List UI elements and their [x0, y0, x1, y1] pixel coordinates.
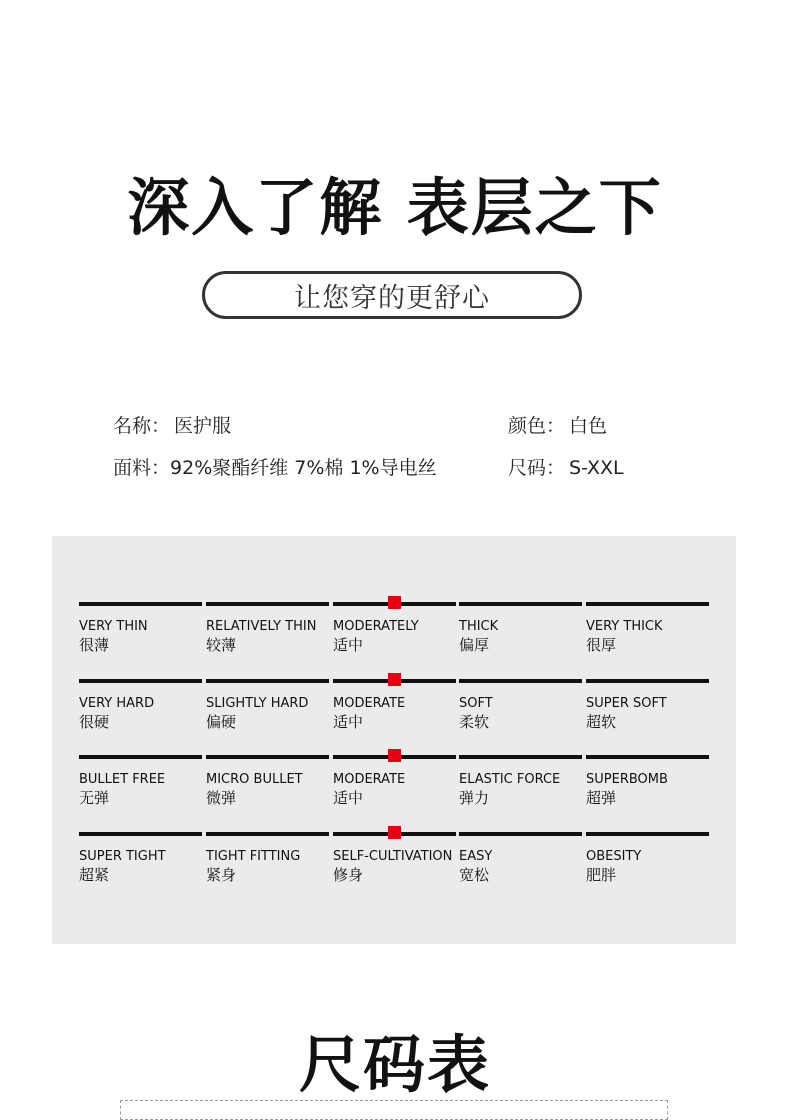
- scale-segment: [459, 679, 582, 683]
- scale-option-cn: 适中: [333, 789, 364, 807]
- scale-option-cn: 偏厚: [459, 636, 490, 654]
- spec-color-value: 白色: [569, 415, 608, 437]
- spec-name: [113, 411, 231, 438]
- scale-segment: [79, 602, 202, 606]
- spec-color-label: 颜色：: [508, 415, 566, 437]
- scale-option: [459, 848, 492, 884]
- scale-segment: [459, 832, 582, 836]
- scale-option-en: SELF-CULTIVATION: [333, 849, 453, 864]
- scale-option-cn: 无弹: [79, 789, 110, 807]
- scale-segment: [586, 602, 709, 606]
- spec-color: [508, 411, 607, 438]
- spec-size: [508, 453, 624, 480]
- scale-option-en: SUPER TIGHT: [79, 849, 166, 864]
- spec-size-label: 尺码：: [508, 457, 566, 479]
- scale-option-cn: 微弹: [206, 789, 237, 807]
- scale-segment: [459, 602, 582, 606]
- scale-option-en: ELASTIC FORCE: [459, 772, 561, 787]
- scale-option-cn: 修身: [333, 866, 364, 884]
- scale-option: [333, 771, 405, 807]
- scale-option: [79, 695, 154, 731]
- scale-option: [333, 848, 452, 884]
- selected-marker: [388, 596, 401, 609]
- scale-option-cn: 宽松: [459, 866, 490, 884]
- attribute-panel: [52, 536, 736, 944]
- scale-option-cn: 肥胖: [586, 866, 617, 884]
- scale-option-cn: 很薄: [79, 636, 110, 654]
- scale-option-en: TIGHT FITTING: [206, 849, 301, 864]
- scale-option-cn: 偏硬: [206, 713, 237, 731]
- scale-option-en: MODERATELY: [333, 619, 419, 634]
- scale-option: [459, 695, 493, 731]
- scale-option: [79, 618, 148, 654]
- scale-option-en: SLIGHTLY HARD: [206, 696, 309, 711]
- scale-option: [79, 771, 165, 807]
- scale-option-cn: 较薄: [206, 636, 237, 654]
- subtitle-text: 让您穿的更舒心: [294, 282, 490, 314]
- scale-segment: [206, 602, 329, 606]
- scale-option-en: EASY: [459, 849, 493, 864]
- scale-option-cn: 适中: [333, 713, 364, 731]
- scale-option: [206, 618, 316, 654]
- scale-option-en: THICK: [459, 619, 499, 634]
- scale-option: [586, 618, 663, 654]
- spec-name-label: 名称：: [113, 415, 171, 437]
- size-table-border: [120, 1100, 668, 1120]
- scale-option: [586, 771, 668, 807]
- scale-segment: [206, 679, 329, 683]
- scale-option-en: VERY THIN: [79, 619, 148, 634]
- scale-row-hardness: [79, 679, 709, 749]
- scale-segment: [79, 832, 202, 836]
- scale-option-en: OBESITY: [586, 849, 642, 864]
- scale-option-en: SUPER SOFT: [586, 696, 667, 711]
- scale-option-cn: 适中: [333, 636, 364, 654]
- spec-size-value: S-XXL: [569, 457, 624, 479]
- scale-option-cn: 超弹: [586, 789, 617, 807]
- scale-option-en: MODERATE: [333, 772, 406, 787]
- scale-option-en: SOFT: [459, 696, 493, 711]
- scale-segment: [206, 832, 329, 836]
- headline: 深入了解 表层之下: [127, 171, 663, 244]
- selected-marker: [388, 826, 401, 839]
- scale-option: [459, 618, 498, 654]
- scale-option-en: BULLET FREE: [79, 772, 166, 787]
- spec-fabric: [113, 453, 437, 480]
- scale-segment: [79, 679, 202, 683]
- scale-option-en: SUPERBOMB: [586, 772, 668, 787]
- scale-option-en: RELATIVELY THIN: [206, 619, 317, 634]
- subtitle-pill: [202, 271, 582, 319]
- scale-option-cn: 超软: [586, 713, 617, 731]
- spec-fabric-value: 92%聚酯纤维 7%棉 1%导电丝: [170, 457, 437, 479]
- size-chart-title: 尺码表: [298, 1028, 491, 1101]
- scale-segment: [206, 755, 329, 759]
- scale-option: [79, 848, 166, 884]
- scale-option-en: MICRO BULLET: [206, 772, 303, 787]
- scale-option: [206, 695, 308, 731]
- scale-option: [333, 618, 419, 654]
- scale-segment: [586, 755, 709, 759]
- scale-segment: [586, 832, 709, 836]
- scale-row-thickness: [79, 602, 709, 672]
- scale-segment: [586, 679, 709, 683]
- scale-row-fit: [79, 832, 709, 902]
- selected-marker: [388, 749, 401, 762]
- scale-option: [586, 695, 667, 731]
- selected-marker: [388, 673, 401, 686]
- scale-option: [586, 848, 641, 884]
- scale-option-en: MODERATE: [333, 696, 406, 711]
- spec-name-value: 医护服: [174, 415, 232, 437]
- scale-option-cn: 超紧: [79, 866, 110, 884]
- scale-option-cn: 柔软: [459, 713, 490, 731]
- scale-row-elasticity: [79, 755, 709, 825]
- scale-option: [206, 848, 300, 884]
- scale-option-cn: 弹力: [459, 789, 490, 807]
- scale-option-en: VERY THICK: [586, 619, 663, 634]
- scale-segment: [79, 755, 202, 759]
- spec-fabric-label: 面料：: [113, 457, 171, 479]
- scale-option-en: VERY HARD: [79, 696, 155, 711]
- scale-segment: [459, 755, 582, 759]
- scale-option-cn: 紧身: [206, 866, 237, 884]
- scale-option-cn: 很硬: [79, 713, 110, 731]
- scale-option: [206, 771, 303, 807]
- scale-option: [333, 695, 405, 731]
- scale-option-cn: 很厚: [586, 636, 617, 654]
- scale-option: [459, 771, 560, 807]
